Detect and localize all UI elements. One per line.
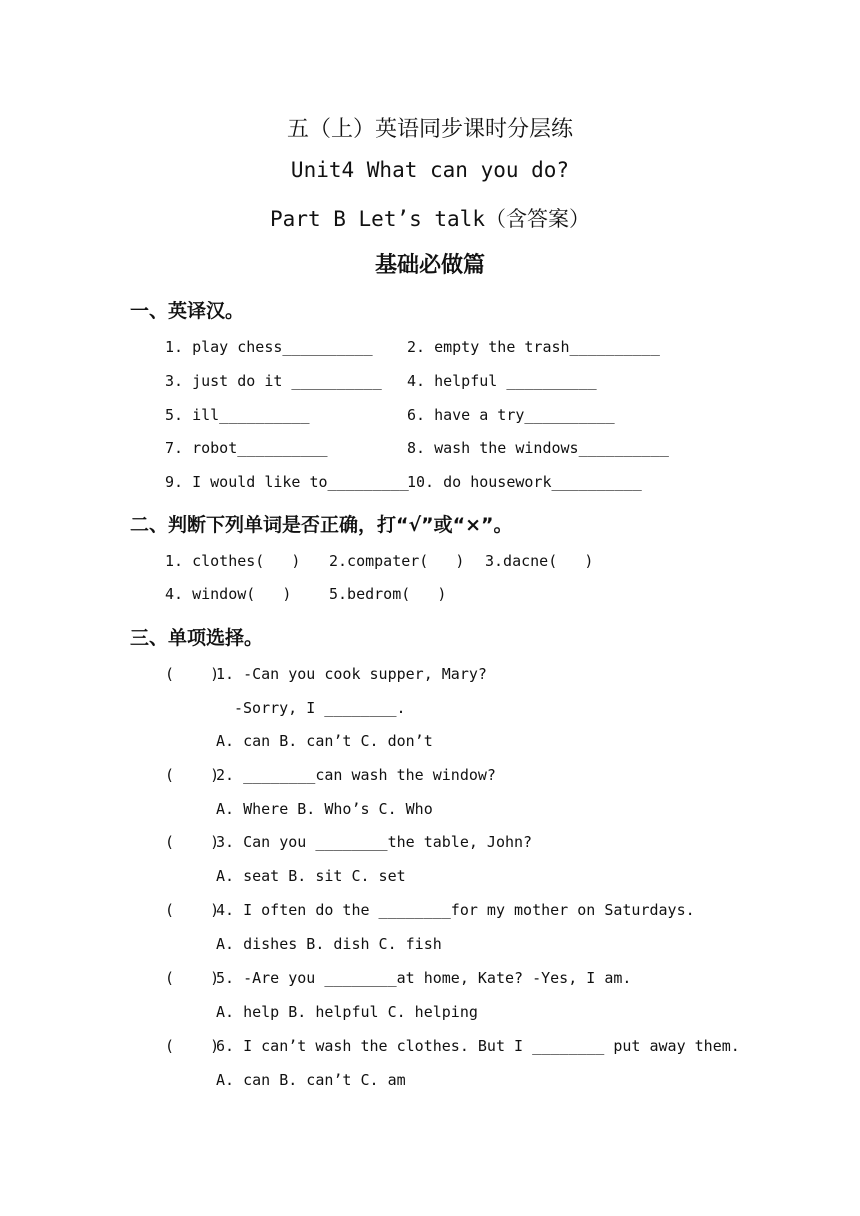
question-text: 1. -Can you cook supper, Mary?: [216, 665, 487, 683]
section3-heading: 三、单项选择。: [130, 627, 264, 649]
question-text: 6. I can’t wash the clothes. But I ________ put away them.: [216, 1037, 740, 1055]
question-options: A. can B. can’t C. don’t: [216, 732, 433, 750]
question-text: 2. ________can wash the window?: [216, 766, 496, 784]
answer-blank: ( ): [165, 901, 220, 919]
spelling-item: 4. window( ): [165, 585, 292, 603]
translate-item: 2. empty the trash__________: [407, 338, 660, 356]
answer-blank: ( ): [165, 833, 220, 851]
worksheet-title: 五（上）英语同步课时分层练: [286, 117, 573, 142]
question-options: A. help B. helpful C. helping: [216, 1003, 478, 1021]
section1-heading: 一、英译汉。: [130, 300, 245, 322]
question-options: A. dishes B. dish C. fish: [216, 935, 442, 953]
translate-item: 9. I would like to_________: [165, 473, 409, 491]
translate-item: 4. helpful __________: [407, 372, 597, 390]
question-options: A. seat B. sit C. set: [216, 867, 406, 885]
level-title: 基础必做篇: [374, 253, 485, 278]
translate-item: 3. just do it __________: [165, 372, 382, 390]
question-reply: -Sorry, I ________.: [234, 699, 406, 717]
answer-blank: ( ): [165, 969, 220, 987]
translate-item: 1. play chess__________: [165, 338, 373, 356]
translate-item: 10. do housework__________: [407, 473, 642, 491]
question-text: 3. Can you ________the table, John?: [216, 833, 533, 851]
translate-item: 5. ill__________: [165, 406, 310, 424]
question-text: 5. -Are you ________at home, Kate? -Yes, I am.: [216, 969, 632, 987]
answer-blank: ( ): [165, 766, 220, 784]
answer-blank: ( ): [165, 665, 220, 683]
spelling-item: 3.dacne( ): [485, 552, 594, 570]
unit-title: Unit4 What can you do?: [290, 158, 570, 182]
translate-item: 6. have a try__________: [407, 406, 615, 424]
translate-item: 8. wash the windows__________: [407, 439, 669, 457]
spelling-item: 2.compater( ): [329, 552, 465, 570]
spelling-item: 1. clothes( ): [165, 552, 301, 570]
section2-heading: 二、判断下列单词是否正确，打“√”或“×”。: [130, 514, 513, 536]
question-options: A. Where B. Who’s C. Who: [216, 800, 433, 818]
question-text: 4. I often do the ________for my mother on Saturdays.: [216, 901, 695, 919]
spelling-item: 5.bedrom( ): [329, 585, 447, 603]
answer-blank: ( ): [165, 1037, 220, 1055]
translate-item: 7. robot__________: [165, 439, 328, 457]
part-title: Part B Let’s talk（含答案）: [270, 207, 590, 231]
question-options: A. can B. can’t C. am: [216, 1071, 406, 1089]
